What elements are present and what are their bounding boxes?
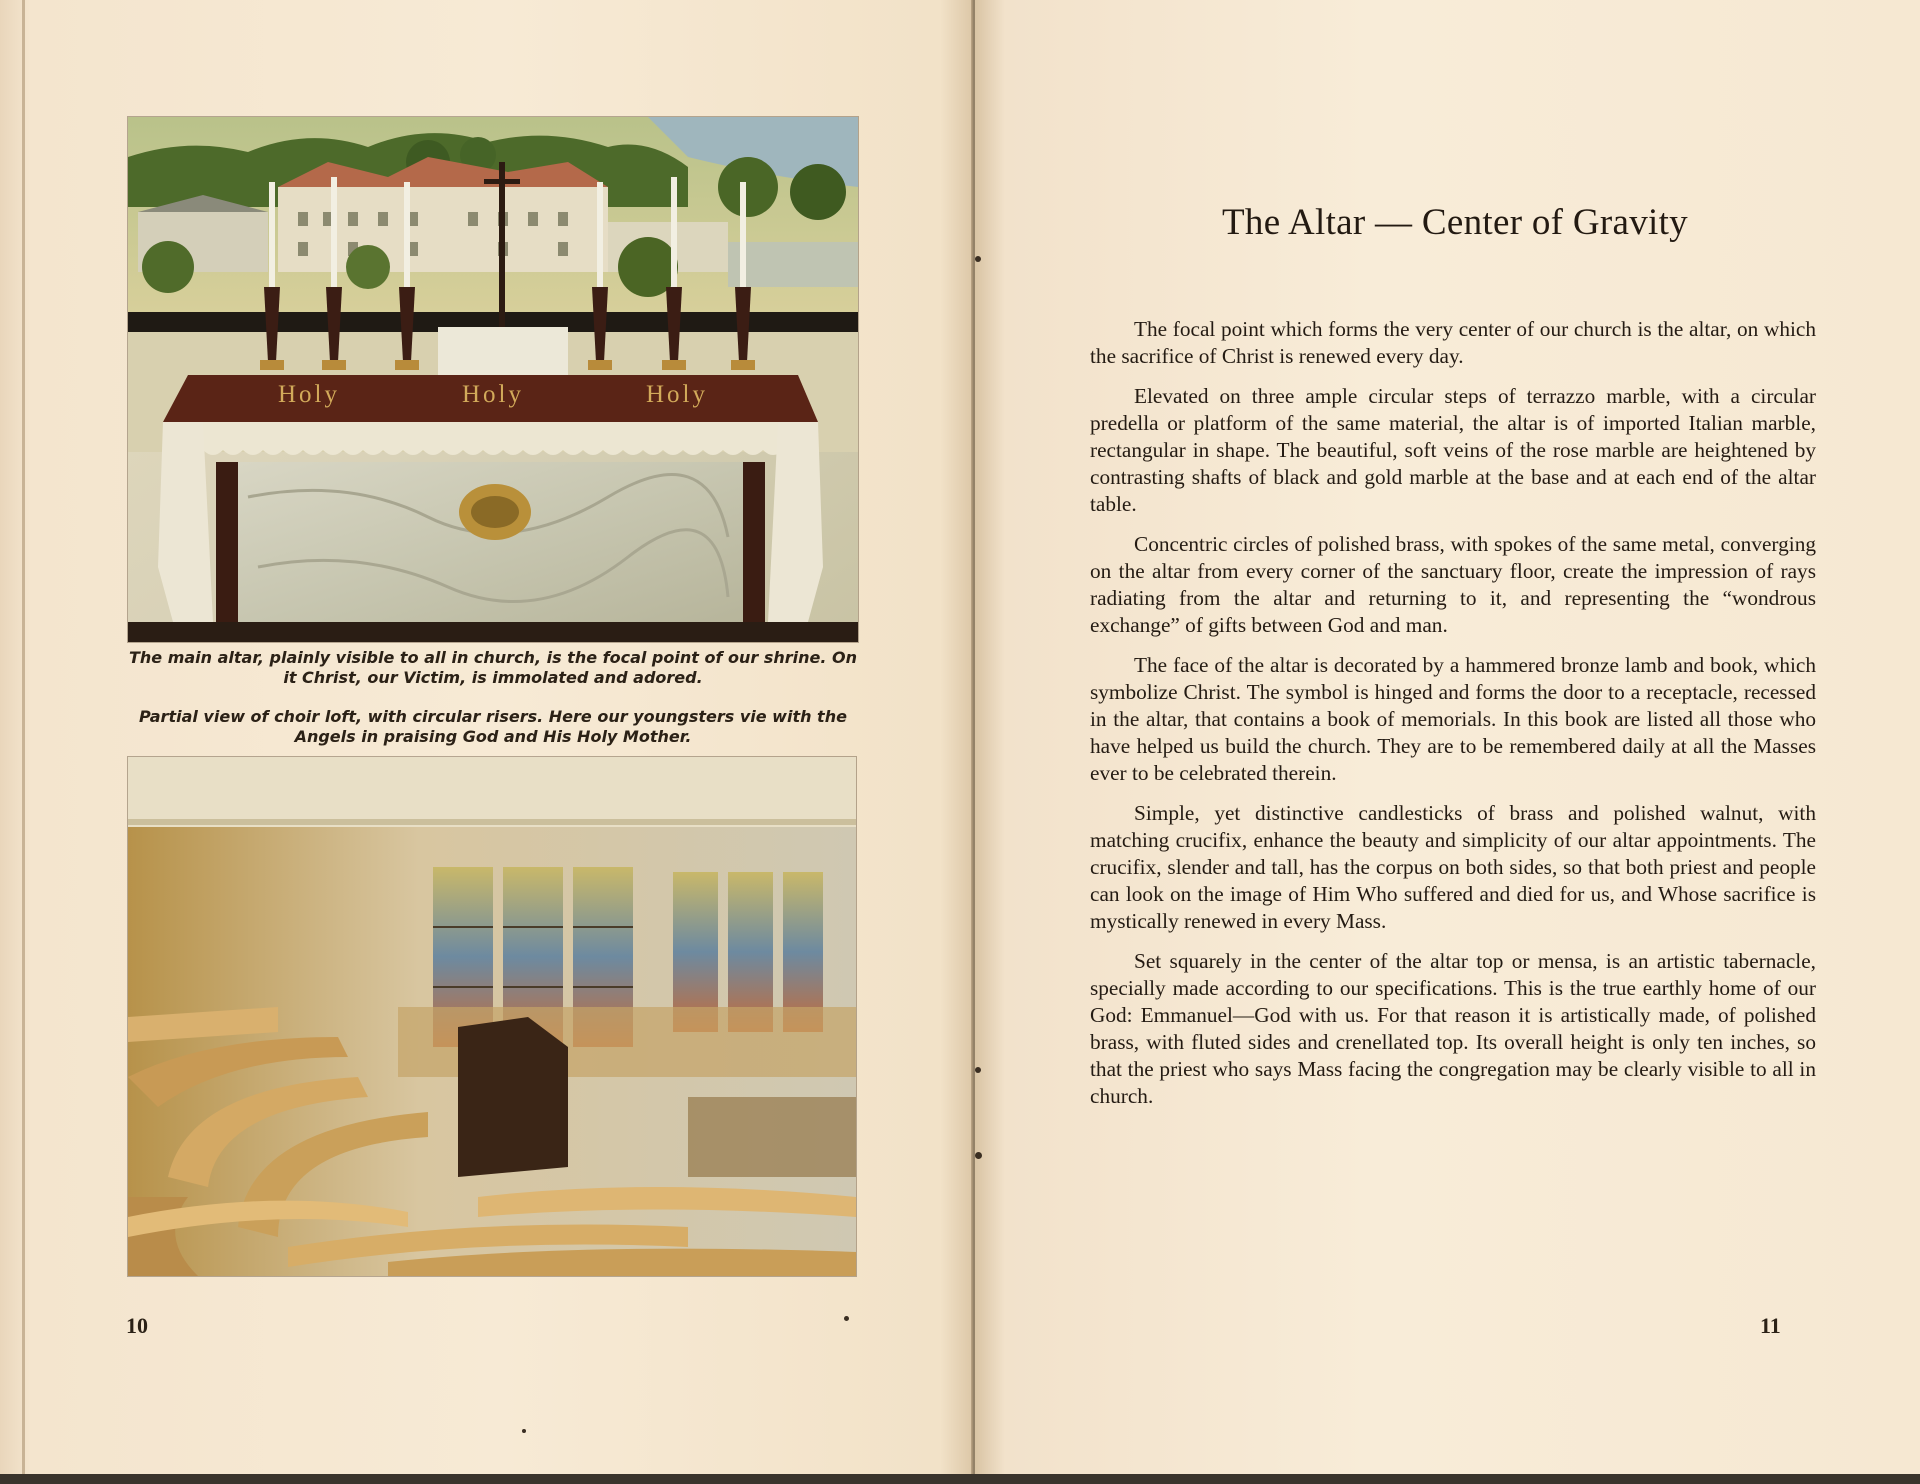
paragraph: Set squarely in the center of the altar top or mensa, is an artistic tabernacle, specially made according to our specifications. This is the true earthly home of our God: Emmanuel—God with us. For that reason it is artistically made, of polished brass, with fluted sides and crenellated top. Its overall height is only ten inches, so that the priest who says Mass facing the congregation may be clearly visible to all in church. (1090, 949, 1816, 1108)
page-number: 10 (126, 1313, 148, 1338)
paragraph: The focal point which forms the very center of our church is the altar, on which the sacrifice of Christ is renewed every day. (1090, 317, 1816, 368)
altar-illustration (128, 117, 858, 642)
page-title: The Altar — Center of Gravity (1222, 202, 1688, 243)
binding-staple (975, 1152, 982, 1159)
binding-staple (975, 256, 981, 262)
paragraph: Concentric circles of polished brass, with spokes of the same metal, converging on the altar from every corner of the sanctuary floor, create the impression of rays radiating from the altar and returning to it, and representing the “wondrous exchange” of gifts between God and man. (1090, 532, 1816, 637)
binding-staple (975, 1067, 981, 1073)
paragraph: The face of the altar is decorated by a hammered bronze lamb and book, which symbolize Christ. The symbol is hinged and forms the door to a receptacle, recessed in the altar, that contains a book of memorials. In this book are listed all those who have helped us build the church. They are to be remembered daily at all the Masses ever to be celebrated therein. (1090, 653, 1816, 785)
page-bottom-edge (0, 1474, 1920, 1484)
page-number: 11 (1760, 1313, 1781, 1338)
choir-photo-caption: Partial view of choir loft, with circular risers. Here our youngsters vie with the Angels in praising God and His Holy Mother. (139, 707, 847, 746)
frontal-word: Holy (646, 381, 708, 408)
article-body (1090, 316, 1816, 1123)
frontal-word: Holy (278, 381, 340, 408)
altar-frontal-inscription (278, 381, 708, 417)
choir-illustration (128, 757, 856, 1276)
paragraph: Simple, yet distinctive candlesticks of brass and polished walnut, with matching crucifix, enhance the beauty and simplicity of our altar appointments. The crucifix, slender and tall, has the corpus on both sides, so that both priest and people can look on the image of Him Who suffered and died for us, and Whose sacrifice is mystically renewed in every Mass. (1090, 801, 1816, 933)
page-edge (22, 0, 25, 1484)
paragraph: Elevated on three ample circular steps of terrazzo marble, with a circular predella or platform of the same material, the altar is of imported Italian marble, rectangular in shape. The beautiful, soft veins of the rose marble are heightened by contrasting shafts of black and gold marble at the base and at each end of the altar table. (1090, 384, 1816, 516)
main-altar-photo (128, 117, 858, 642)
altar-photo-caption: The main altar, plainly visible to all in church, is the focal point of our shrine. On it Christ, our Victim, is immolated and adored. (128, 648, 857, 687)
choir-loft-photo (128, 757, 856, 1276)
print-speck (844, 1316, 849, 1321)
frontal-word: Holy (462, 381, 524, 408)
print-speck (522, 1429, 526, 1433)
